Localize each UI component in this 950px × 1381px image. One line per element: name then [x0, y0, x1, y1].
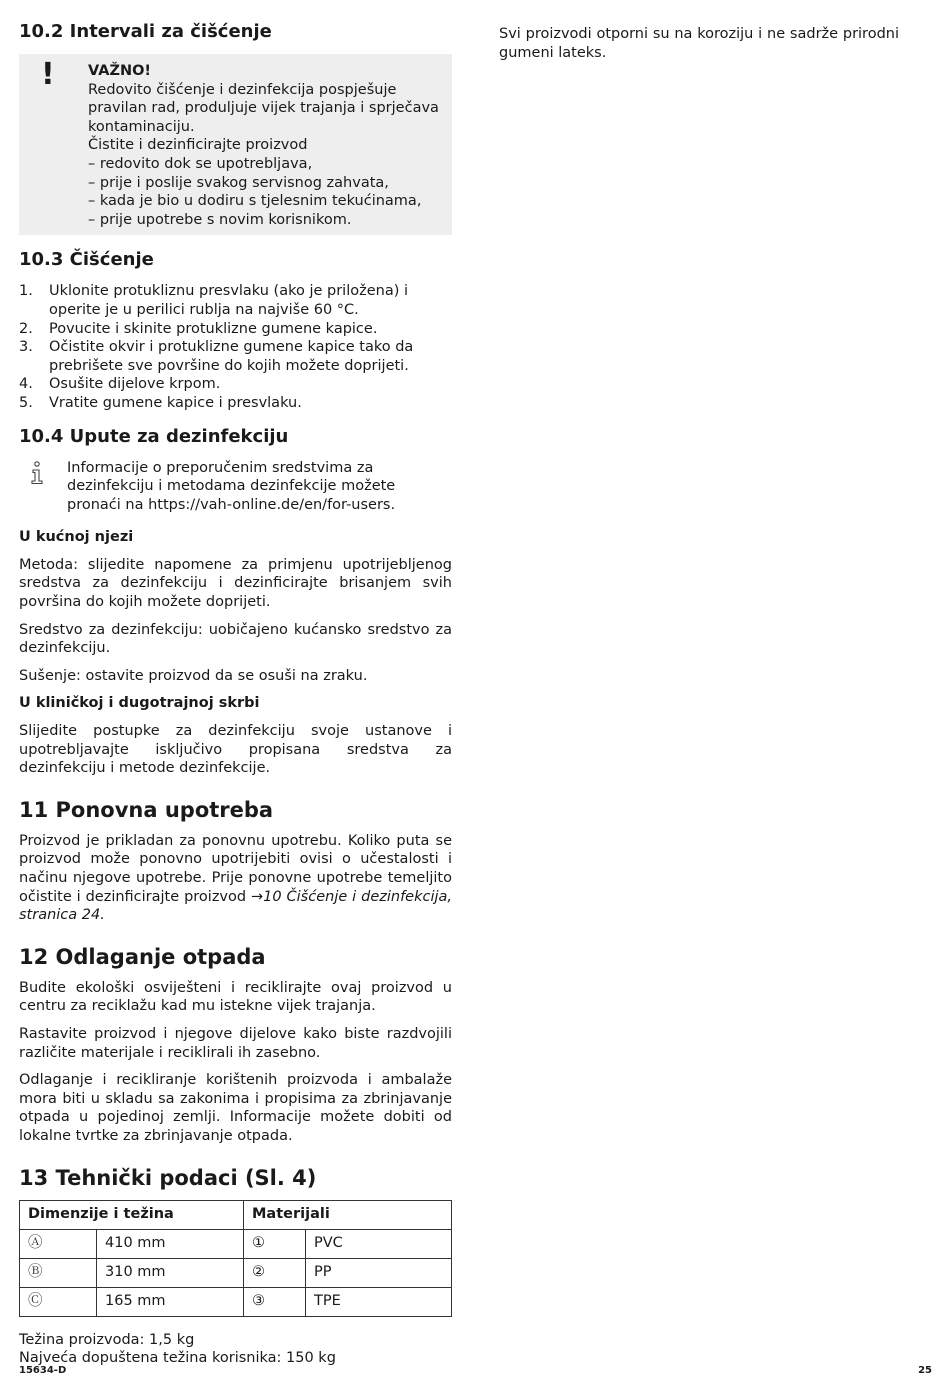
table-row [20, 1258, 452, 1287]
dimension-value: 310 mm [97, 1258, 244, 1287]
notice-item: – prije upotrebe s novim korisnikom. [88, 211, 352, 228]
list-item [19, 320, 452, 339]
home-method: Metoda: slijedite napomene za primjenu upotrijebljenog sredstva za dezinfekciju i dezinficirajte brisanjem svih površina do kojih možete doprijeti. [19, 556, 452, 611]
step-number: 1. [19, 283, 33, 300]
notice-line-1: Redovito čišćenje i dezinfekcija pospješuje pravilan rad, produljuje vijek trajanja i sprječava kontaminaciju. [88, 81, 439, 135]
dimension-key: Ⓑ [20, 1258, 97, 1287]
page-number: 25 [918, 1365, 932, 1376]
info-text: Informacije o preporučenim sredstvima za dezinfekciju i metodama dezinfekcije možete pronaći na https://vah-online.de/en/for-users. [67, 459, 396, 513]
material-value: PP [306, 1258, 452, 1287]
dimension-value: 410 mm [97, 1229, 244, 1258]
technical-data-table [19, 1200, 452, 1317]
dimension-value: 165 mm [97, 1287, 244, 1316]
important-notice [19, 54, 452, 235]
notice-line-2: Čistite i dezinficirajte proizvod [88, 137, 308, 154]
material-value: PVC [306, 1229, 452, 1258]
max-user-weight: Najveća dopuštena težina korisnika: 150 kg [19, 1350, 336, 1367]
material-key: ② [244, 1258, 306, 1287]
cleaning-steps [19, 282, 452, 412]
disposal-paragraph-1: Budite ekološki osviješteni i reciklirajte ovaj proizvod u centru za reciklažu kad mu istekne vijek trajanja. [19, 979, 452, 1015]
material-value: TPE [306, 1287, 452, 1316]
product-weight: Težina proizvoda: 1,5 kg [19, 1331, 195, 1348]
list-item [19, 282, 452, 319]
notice-item: – redovito dok se upotrebljava, [88, 155, 313, 172]
step-text: Uklonite protukliznu presvlaku (ako je priložena) i operite je u perilici rublja na najviše 60 °C. [49, 283, 409, 318]
home-drying: Sušenje: ostavite proizvod da se osuši na zraku. [19, 667, 368, 684]
reuse-cross-reference: →10 Čišćenje i dezinfekcija, stranica 24. [19, 888, 453, 924]
step-text: Vratite gumene kapice i presvlaku. [49, 394, 302, 411]
list-item [19, 338, 452, 375]
material-key: ③ [244, 1287, 306, 1316]
notice-item: – prije i poslije svakog servisnog zahvata, [88, 174, 389, 191]
section-10-4-title: 10.4 Upute za dezinfekciju [19, 425, 289, 447]
info-icon [30, 461, 44, 485]
clinic-text: Slijedite postupke za dezinfekciju svoje ustanove i upotrebljavajte isključivo propisana sredstva za dezinfekciju i metode dezinfekcije. [19, 723, 452, 777]
step-text: Povucite i skinite protuklizne gumene kapice. [49, 320, 378, 337]
notice-title: VAŽNO! [88, 63, 152, 79]
section-12-title: 12 Odlaganje otpada [19, 944, 266, 969]
clinic-care-label: U kliničkoj i dugotrajnoj skrbi [19, 695, 260, 712]
step-number: 2. [19, 320, 33, 337]
step-text: Očistite okvir i protuklizne gumene kapice tako da prebrišete sve površine do kojih možete doprijeti. [49, 339, 414, 374]
step-number: 5. [19, 394, 33, 411]
step-text: Osušite dijelove krpom. [49, 376, 221, 393]
list-item [19, 375, 452, 394]
step-number: 3. [19, 339, 33, 356]
disposal-paragraph-2: Rastavite proizvod i njegove dijelove kako biste razdvojili različite materijale i reciklirali ih zasebno. [19, 1025, 452, 1061]
disposal-paragraph-3: Odlaganje i recikliranje korištenih proizvoda i ambalaže mora biti u skladu sa zakonima i propisima za zbrinjavanje otpada u pojedinoj zemlji. Informacije možete dobiti od lokalne tvrtke za zbrinjavanje otpada. [19, 1072, 452, 1144]
home-agent: Sredstvo za dezinfekciju: uobičajeno kućansko sredstvo za dezinfekciju. [19, 621, 452, 657]
section-11-title: 11 Ponovna upotreba [19, 797, 274, 822]
list-item [19, 394, 452, 413]
dimensions-header: Dimenzije i težina [20, 1200, 244, 1229]
dimension-key: Ⓐ [20, 1229, 97, 1258]
section-13-title: 13 Tehnički podaci (Sl. 4) [19, 1165, 317, 1190]
home-care-label: U kućnoj njezi [19, 529, 134, 546]
right-column [499, 25, 899, 62]
material-key: ① [244, 1229, 306, 1258]
materials-header: Materijali [244, 1200, 452, 1229]
table-header-row [20, 1200, 452, 1229]
step-number: 4. [19, 376, 33, 393]
info-note [19, 459, 452, 515]
document-id: 15634-D [19, 1365, 67, 1376]
notice-item: – kada je bio u dodiru s tjelesnim tekućinama, [88, 193, 422, 210]
table-row [20, 1287, 452, 1316]
dimension-key: Ⓒ [20, 1287, 97, 1316]
exclamation-icon: ! [41, 57, 55, 92]
left-column [19, 20, 452, 1368]
section-10-3-title: 10.3 Čišćenje [19, 249, 154, 271]
table-row [20, 1229, 452, 1258]
reuse-text [19, 832, 452, 925]
corrosion-latex-note: Svi proizvodi otporni su na koroziju i ne sadrže prirodni gumeni lateks. [499, 26, 899, 61]
reuse-body: Proizvod je prikladan za ponovnu upotrebu. Koliko puta se proizvod može ponovno upotrijebiti ovisi o učestalosti i načinu njegove upotrebe. Prije ponovne upotrebe temeljito očistite i dezinficirajte proizvod [19, 832, 452, 905]
section-10-2-title: 10.2 Intervali za čišćenje [19, 21, 272, 42]
